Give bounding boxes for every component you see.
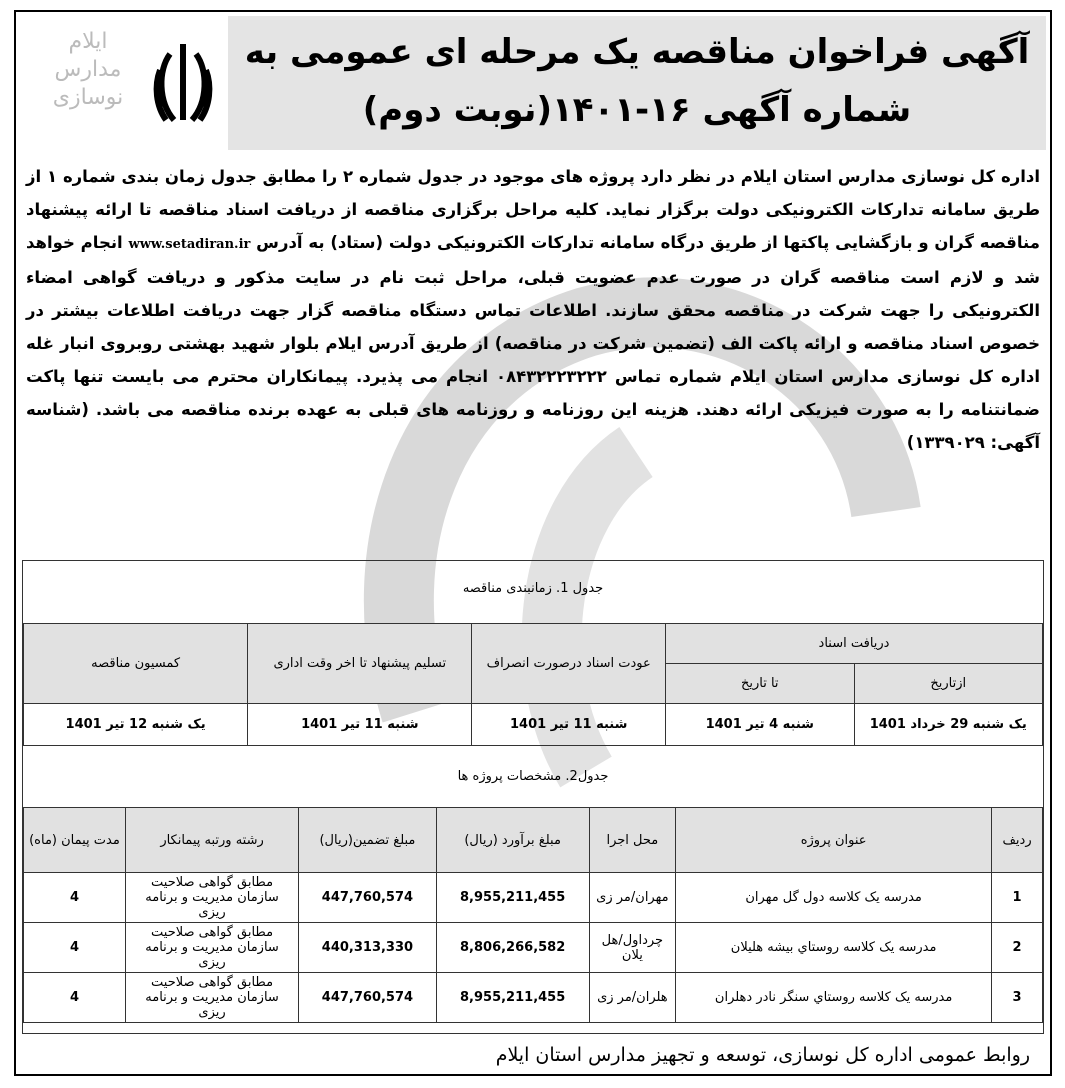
- cell-guarantee: 440,313,330: [299, 923, 437, 973]
- body-part-1: اداره کل نوسازی مدارس استان ایلام در نظر دارد پروژه های موجود در جدول شماره ۲ را مطابق جدول زمان بندی شماره ۱ از طریق سامانه تدارکات الکترونیکی دولت برگزار نماید. کلیه مراحل برگزاری مناقصه از دریافت اسناد مناقصه تا ارائه پیشنهاد مناقصه گران و بازگشایی پاکتها از طریق درگاه سامانه تدارکات الکترونیکی دولت (ستاد) به آدرس: [26, 167, 1040, 252]
- table-row: [24, 873, 1043, 923]
- emblem-icon: [152, 40, 214, 130]
- table-row: [24, 923, 1043, 973]
- to-date-header: تا تاریخ: [666, 664, 855, 704]
- return-date-value: شنبه 11 تیر 1401: [472, 704, 666, 746]
- cell-estimate: 8,806,266,582: [436, 923, 589, 973]
- col-guarantee-header: مبلغ تضمین(ریال): [299, 808, 437, 873]
- col-field-header: رشته ورتبه پیمانکار: [125, 808, 298, 873]
- table1-caption: جدول 1. زمانبندی مناقصه: [462, 581, 604, 596]
- commission-date-value: یک شنبه 12 تیر 1401: [24, 704, 248, 746]
- projects-table: [23, 807, 1043, 1023]
- setad-url-link[interactable]: www.setadiran.ir: [128, 237, 251, 252]
- col-row-header: ردیف: [992, 808, 1043, 873]
- body-part-2: انجام خواهد شد و لازم است مناقصه گران در صورت عدم عضویت قبلی، مراحل ثبت نام در سایت مذکور و دریافت گواهی امضاء الکترونیکی را جهت شرکت در مناقصه محقق سازند. اطلاعات تماس دستگاه مناقصه گزار جهت دریافت اطلاعات بیشتر در خصوص اسناد مناقصه و ارائه پاکت الف (تضمین شرکت در مناقصه) از طریق آدرس ایلام بلوار شهید بهشتی روبروی انبار غله اداره کل نوسازی مدارس استان ایلام شماره تماس ۰۸۴۳۲۲۲۳۲۲۲ انجام می پذیرد. پیمانکاران محترم می بایست تنها پاکت ضمانتنامه را به صورت فیزیکی ارائه دهند. هزینه این روزنامه و روزنامه های قبلی به عهده برنده مناقصه می باشد. (شناسه آگهی: ۱۳۳۹۰۲۹): [26, 233, 1040, 452]
- cell-row: 2: [992, 923, 1043, 973]
- tables-container: [22, 560, 1044, 1034]
- col-estimate-header: مبلغ برآورد (ریال): [436, 808, 589, 873]
- submit-header: تسلیم پیشنهاد تا اخر وقت اداری: [248, 624, 472, 704]
- receive-docs-header: دریافت اسناد: [666, 624, 1043, 664]
- cell-row: 3: [992, 973, 1043, 1023]
- logo-text: ایلام مدارس نوسازی: [52, 29, 124, 110]
- title-box: [228, 16, 1046, 150]
- cell-duration: 4: [24, 973, 126, 1023]
- cell-row: 1: [992, 873, 1043, 923]
- submit-date-value: شنبه 11 تیر 1401: [248, 704, 472, 746]
- cell-duration: 4: [24, 873, 126, 923]
- title-line-1: آگهی فراخوان مناقصه یک مرحله ای عمومی به: [244, 32, 1030, 72]
- footer-signature: روابط عمومی اداره کل نوسازی، توسعه و تجهیز مدارس استان ایلام: [495, 1044, 1030, 1066]
- cell-title: مدرسه یک کلاسه روستاي بیشه هلیلان: [676, 923, 992, 973]
- header: [16, 12, 1050, 158]
- return-docs-header: عودت اسناد درصورت انصراف: [472, 624, 666, 704]
- from-date-header: ازتاریخ: [854, 664, 1043, 704]
- to-date-value: شنبه 4 تیر 1401: [666, 704, 855, 746]
- cell-estimate: 8,955,211,455: [436, 973, 589, 1023]
- cell-title: مدرسه یک کلاسه دول گل مهران: [676, 873, 992, 923]
- title-line-2: شماره آگهی ۱۶-۱۴۰۱(نوبت دوم): [362, 90, 912, 130]
- cell-location: مهران/مر زی: [589, 873, 676, 923]
- cell-field: مطابق گواهی صلاحیت سازمان مدیریت و برنامه ریزی: [125, 873, 298, 923]
- cell-duration: 4: [24, 923, 126, 973]
- advertisement-page: [14, 10, 1052, 1076]
- logo-area: [22, 18, 222, 152]
- table-row: [24, 973, 1043, 1023]
- table2-caption: جدول2. مشخصات پروژه ها: [457, 769, 609, 784]
- announcement-body: [26, 160, 1040, 459]
- cell-location: چرداول/هل یلان: [589, 923, 676, 973]
- col-duration-header: مدت پیمان (ماه): [24, 808, 126, 873]
- col-location-header: محل اجرا: [589, 808, 676, 873]
- col-title-header: عنوان پروژه: [676, 808, 992, 873]
- schedule-table: [23, 623, 1043, 746]
- cell-guarantee: 447,760,574: [299, 973, 437, 1023]
- commission-header: کمسیون مناقصه: [24, 624, 248, 704]
- cell-title: مدرسه یک کلاسه روستاي سنگر نادر دهلران: [676, 973, 992, 1023]
- cell-estimate: 8,955,211,455: [436, 873, 589, 923]
- cell-location: هلران/مر زی: [589, 973, 676, 1023]
- cell-guarantee: 447,760,574: [299, 873, 437, 923]
- cell-field: مطابق گواهی صلاحیت سازمان مدیریت و برنامه ریزی: [125, 923, 298, 973]
- from-date-value: یک شنبه 29 خرداد 1401: [854, 704, 1043, 746]
- cell-field: مطابق گواهی صلاحیت سازمان مدیریت و برنامه ریزی: [125, 973, 298, 1023]
